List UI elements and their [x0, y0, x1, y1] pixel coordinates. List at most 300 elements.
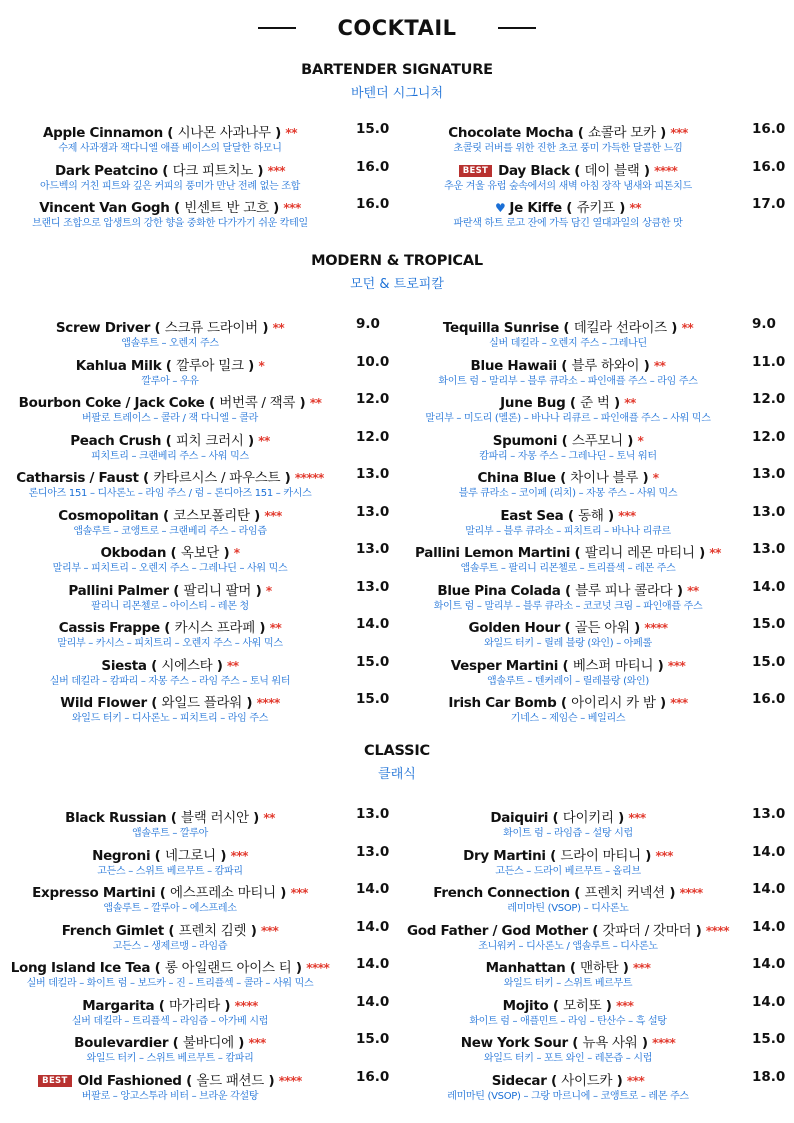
- menu-item: [398, 1031, 794, 1069]
- menu-item-name-ko: 드라이 마티니: [560, 847, 641, 864]
- right-column: [398, 316, 794, 729]
- strength-stars: ***: [616, 998, 634, 1013]
- menu-item-price: 9.0: [356, 316, 380, 332]
- menu-item-name: Daiquiri: [490, 810, 549, 826]
- menu-item-name-ko: 골든 아워: [574, 620, 630, 636]
- menu-item-description: 레미마틴 (VSOP) – 디사론노: [507, 903, 629, 914]
- menu-item-name-ko: 프렌치 김렛: [178, 922, 247, 939]
- section-title-en: BARTENDER SIGNATURE: [301, 62, 493, 78]
- menu-item-description: 레미마틴 (VSOP) – 그랑 마르니에 – 코앵트로 – 레몬 주스: [447, 1090, 689, 1102]
- menu-item-price: 13.0: [356, 578, 390, 595]
- strength-stars: ***: [628, 811, 646, 825]
- menu-item: [0, 691, 400, 729]
- menu-item-price: 12.0: [752, 391, 786, 407]
- menu-item-description: 버팔로 트레이스 – 콜라 / 잭 다니엘 – 콜라: [82, 413, 258, 424]
- menu-item: [398, 616, 794, 654]
- menu-item-price: 9.0: [752, 316, 776, 332]
- menu-item-description: 추운 겨울 유럽 숲속에서의 새벽 아침 장작 냄새와 피톤치드: [444, 180, 692, 192]
- menu-item-description: 화이트 럼 – 애플민트 – 라임 – 탄산수 – 흑 설탕: [469, 1015, 667, 1027]
- menu-item: [398, 956, 794, 994]
- menu-item: [398, 121, 794, 159]
- menu-item-name-ko: 스푸모니: [571, 432, 623, 449]
- section-title-ko: 모던 & 트로피칼: [350, 277, 444, 292]
- strength-stars: **: [272, 321, 285, 335]
- menu-item-name: Pallini Palmer: [68, 582, 169, 599]
- menu-item-title: Spumoni ( 스푸모니 ) *: [492, 432, 644, 449]
- menu-item-name: Blue Pina Colada: [437, 582, 561, 599]
- strength-stars: ***: [655, 848, 673, 863]
- strength-stars: *: [637, 433, 644, 448]
- menu-item-name-ko: 올드 패션드: [196, 1072, 265, 1089]
- menu-item-name: Vincent Van Gogh: [39, 200, 170, 216]
- menu-item-price: 14.0: [752, 843, 786, 860]
- strength-stars: ***: [230, 848, 248, 863]
- menu-item-name-ko: 네그로니: [164, 847, 216, 864]
- menu-item-title: Okbodan ( 옥보단 ) *: [100, 545, 240, 561]
- menu-item-description: 실버 데킬라 – 오렌지 주스 – 그레나딘: [489, 338, 647, 349]
- menu-item-name: Tequilla Sunrise: [442, 320, 560, 336]
- menu-item-description: 말리부 – 블루 큐라소 – 피치트리 – 바나나 리큐르: [465, 525, 671, 537]
- menu-item-title: God Father / God Mother ( 갓파더 / 갓마더 ) ****: [406, 922, 729, 939]
- menu-item: [0, 504, 400, 542]
- menu-item-name-ko: 프렌치 커넥션: [584, 885, 665, 901]
- menu-item-name-ko: 옥보단: [180, 545, 220, 561]
- page-title: COCKTAIL: [337, 16, 457, 40]
- menu-item-description: 말리부 – 미도리 (멜론) – 바나나 리큐르 – 파인애플 주스 – 사워 믹스: [425, 413, 711, 424]
- menu-item-description: 피치트리 – 크랜베리 주스 – 사워 믹스: [91, 450, 249, 462]
- menu-item-name: Mojito: [502, 997, 549, 1014]
- menu-item-title: BEST Old Fashioned ( 올드 패션드 ) ****: [0, 1069, 340, 1089]
- menu-item-title: Black Russian ( 블랙 러시안 ) **: [65, 810, 275, 826]
- menu-item-name: Margarita: [82, 997, 155, 1014]
- menu-item-description: 깔루아 – 우유: [141, 375, 199, 387]
- menu-item-title: Vesper Martini ( 베스퍼 마티니 ) ***: [450, 657, 686, 674]
- page-header: [0, 16, 794, 40]
- menu-item: [0, 994, 400, 1032]
- menu-item-description: 와일드 터키 – 디사론노 – 피치트리 – 라임 주스: [71, 713, 269, 724]
- menu-item-description: 앱솔루트 – 텐커레이 – 릴레블랑 (와인): [486, 675, 650, 687]
- menu-item: [0, 881, 400, 919]
- menu-item-description: 고든스 – 드라이 베르무트 – 올리브: [495, 865, 641, 877]
- menu-item-title: French Connection ( 프렌치 커넥션 ) ****: [433, 885, 703, 901]
- menu-item-price: 15.0: [752, 616, 786, 632]
- menu-item-title: Cassis Frappe ( 카시스 프라페 ) **: [58, 620, 282, 636]
- menu-item-title: Pallini Palmer ( 팔리니 팔머 ) *: [68, 582, 272, 599]
- left-column: [0, 121, 400, 234]
- menu-item: [398, 844, 794, 882]
- menu-item-description: 버팔로 – 앙고스투라 비터 – 브라운 각설탕: [81, 1090, 259, 1102]
- menu-item-name: Screw Driver: [55, 320, 151, 336]
- menu-item-price: 14.0: [356, 918, 390, 935]
- strength-stars: ***: [290, 886, 308, 900]
- menu-item: [0, 1031, 400, 1069]
- menu-item-name-ko: 쇼콜라 모카: [588, 125, 656, 141]
- strength-stars: **: [687, 583, 699, 598]
- menu-item-name: Apple Cinnamon: [43, 125, 163, 141]
- menu-item-name: Wild Flower: [60, 695, 147, 711]
- menu-item-description: 와일드 터키 – 포트 와인 – 레몬즙 – 시럽: [483, 1053, 653, 1064]
- menu-item-description: 브랜디 조합으로 압생트의 강한 향을 중화한 다가가기 쉬운 칵테일: [32, 218, 308, 229]
- menu-item-title: Pallini Lemon Martini ( 팔리니 레몬 마티니 ) **: [415, 545, 721, 561]
- menu-item-name: June Bug: [500, 395, 566, 411]
- menu-item-price: 12.0: [356, 428, 390, 445]
- menu-item-price: 14.0: [356, 956, 390, 972]
- menu-item: [398, 429, 794, 467]
- menu-item-title: Kahlua Milk ( 깔루아 밀크 ) *: [75, 357, 265, 374]
- menu-item-name: Blue Hawaii: [470, 357, 557, 374]
- menu-item-name: Spumoni: [492, 432, 558, 449]
- menu-item-title: Blue Hawaii ( 블루 하와이 ) **: [470, 357, 666, 374]
- menu-item-description: 앱솔루트 – 깔루아: [132, 828, 208, 839]
- strength-stars: ***: [618, 508, 636, 523]
- menu-item-name-ko: 팔리니 레몬 마티니: [584, 545, 695, 561]
- menu-item-description: 팔리니 리몬첼로 – 아이스티 – 레몬 청: [91, 600, 249, 612]
- menu-item-name-ko: 데킬라 선라이즈: [573, 320, 667, 336]
- menu-item-name: French Connection: [433, 885, 570, 901]
- menu-item: [0, 391, 400, 429]
- menu-item-name-ko: 빈센트 반 고흐: [184, 200, 269, 216]
- menu-item-name-ko: 시에스타: [161, 657, 213, 674]
- left-column: [0, 316, 400, 729]
- strength-stars: *: [265, 583, 272, 598]
- menu-item-name: Kahlua Milk: [75, 357, 162, 374]
- menu-item-name: Catharsis / Faust: [16, 470, 139, 486]
- menu-item-title: Wild Flower ( 와일드 플라워 ) ****: [60, 695, 280, 711]
- strength-stars: **: [681, 321, 694, 335]
- menu-item: [0, 654, 400, 692]
- strength-stars: ****: [306, 961, 330, 975]
- strength-stars: *: [652, 471, 659, 485]
- strength-stars: ***: [248, 1036, 266, 1050]
- menu-item-title: Golden Hour ( 골든 아워 ) ****: [468, 620, 668, 636]
- menu-item-description: 와일드 터키 – 스위트 베르무트 – 캄파리: [86, 1053, 254, 1064]
- menu-item-price: 15.0: [752, 1031, 786, 1047]
- menu-item-title: Chocolate Mocha ( 쇼콜라 모카 ) ***: [448, 125, 688, 141]
- menu-item-price: 14.0: [752, 918, 786, 935]
- heart-icon: ♥: [494, 201, 506, 215]
- menu-item-name-ko: 차이나 블루: [570, 470, 639, 486]
- menu-item-title: Apple Cinnamon ( 시나몬 사과나무 ) **: [43, 125, 297, 141]
- section-bartender-signature: [0, 62, 794, 229]
- strength-stars: ****: [278, 1073, 302, 1088]
- menu-item-title: Tequilla Sunrise ( 데킬라 선라이즈 ) **: [442, 320, 694, 336]
- strength-stars: **: [629, 201, 642, 215]
- menu-item-title: New York Sour ( 뉴욕 사워 ) ****: [460, 1035, 676, 1051]
- menu-item-name: God Father / God Mother: [406, 922, 588, 939]
- strength-stars: ****: [705, 923, 729, 938]
- menu-item-name: Golden Hour: [468, 620, 561, 636]
- menu-item-title: Expresso Martini ( 에스프레소 마티니 ) ***: [32, 885, 308, 901]
- menu-item-name-ko: 다이키리: [562, 810, 614, 826]
- menu-item-price: 15.0: [356, 653, 390, 670]
- strength-stars: *: [233, 546, 240, 560]
- menu-item-name-ko: 팔리니 팔머: [183, 582, 252, 599]
- strength-stars: ****: [644, 621, 668, 635]
- menu-item-name: Vesper Martini: [450, 657, 559, 674]
- menu-item: [398, 579, 794, 617]
- menu-item: [398, 919, 794, 957]
- menu-item-description: 수제 사과잼과 잭다니엘 애플 베이스의 달달한 하모니: [58, 143, 282, 154]
- menu-item-name-ko: 에스프레소 마티니: [169, 885, 276, 901]
- menu-item-name-ko: 블루 하와이: [571, 357, 640, 374]
- strength-stars: ***: [260, 923, 279, 938]
- strength-stars: ***: [267, 163, 285, 178]
- menu-item-price: 16.0: [356, 196, 390, 212]
- menu-item-name: Pallini Lemon Martini: [415, 545, 571, 561]
- menu-item-name-ko: 사이드카: [561, 1072, 613, 1089]
- menu-item-price: 16.0: [356, 158, 390, 175]
- menu-item-description: 블루 큐라소 – 코이페 (리치) – 자몽 주스 – 사워 믹스: [458, 488, 678, 499]
- menu-item-name-ko: 준 벅: [580, 395, 610, 411]
- menu-item-name-ko: 다크 피트치노: [172, 162, 253, 179]
- menu-item-description: 론디아즈 151 – 디사론노 – 라임 주스 / 럼 – 론디아즈 151 – 카시스: [28, 488, 312, 499]
- menu-item-price: 10.0: [356, 353, 390, 370]
- menu-item-description: 캄파리 – 자몽 주스 – 그레나딘 – 토닉 워터: [479, 450, 657, 462]
- menu-item: [398, 541, 794, 579]
- menu-item-title: East Sea ( 동해 ) ***: [500, 507, 636, 524]
- menu-item-description: 초콜릿 러버를 위한 진한 초코 풍미 가득한 달콤한 느낌: [453, 143, 683, 154]
- menu-item: [0, 429, 400, 467]
- menu-item: [398, 466, 794, 504]
- strength-stars: ***: [264, 508, 282, 523]
- menu-item-price: 13.0: [356, 541, 390, 557]
- strength-stars: **: [269, 621, 282, 635]
- menu-item-name-ko: 모히또: [563, 997, 602, 1014]
- section-modern-tropical: [0, 253, 794, 724]
- menu-item-name-ko: 시나몬 사과나무: [177, 125, 271, 141]
- menu-item-price: 13.0: [356, 843, 390, 860]
- menu-item-name: Boulevardier: [74, 1035, 169, 1051]
- strength-stars: *****: [294, 471, 324, 485]
- menu-item-name-ko: 카시스 프라페: [174, 620, 256, 636]
- menu-item-title: Siesta ( 시에스타 ) **: [101, 657, 239, 674]
- menu-item-name-ko: 뉴욕 사워: [582, 1035, 638, 1051]
- menu-item-name: Day Black: [498, 162, 570, 179]
- menu-item-name: Dark Peatcino: [55, 162, 158, 179]
- menu-item-price: 17.0: [752, 196, 786, 212]
- menu-item-name: Long Island Ice Tea: [10, 960, 151, 976]
- strength-stars: ****: [654, 163, 678, 178]
- menu-item-description: 앱솔루트 – 깔루아 – 에스프레소: [103, 903, 237, 914]
- menu-item-title: BEST Day Black ( 데이 블랙 ) ****: [398, 159, 738, 179]
- menu-item-title: Catharsis / Faust ( 카타르시스 / 파우스트 ) *****: [16, 470, 324, 486]
- menu-item-name-ko: 갓파더 / 갓마더: [602, 922, 692, 939]
- menu-item: [0, 196, 400, 234]
- menu-item-price: 12.0: [752, 428, 786, 445]
- strength-stars: ****: [256, 696, 280, 710]
- menu-item-price: 13.0: [752, 806, 786, 822]
- menu-item-title: Blue Pina Colada ( 블루 피나 콜라다 ) **: [437, 582, 699, 599]
- menu-item: [0, 806, 400, 844]
- menu-item-name: Negroni: [92, 847, 151, 864]
- section-title-ko: 클래식: [378, 767, 416, 782]
- menu-item-name-ko: 아이리시 카 밤: [571, 695, 656, 711]
- strength-stars: ****: [652, 1036, 676, 1050]
- strength-stars: **: [653, 358, 666, 373]
- menu-item: [398, 196, 794, 234]
- menu-item: [0, 541, 400, 579]
- section-classic: [0, 743, 794, 1102]
- strength-stars: ****: [234, 998, 258, 1013]
- menu-item-name: Bourbon Coke / Jack Coke: [18, 395, 205, 411]
- menu-item-name: Irish Car Bomb: [448, 695, 557, 711]
- menu-item-name: Okbodan: [100, 545, 167, 561]
- menu-item-name-ko: 맨하탄: [580, 960, 619, 976]
- menu-item-title: Boulevardier ( 불바디에 ) ***: [74, 1035, 266, 1051]
- menu-item: [398, 806, 794, 844]
- menu-item-name-ko: 베스퍼 마티니: [572, 657, 654, 674]
- menu-item-name: Siesta: [101, 657, 147, 674]
- menu-item: [398, 504, 794, 542]
- menu-item-price: 14.0: [356, 881, 390, 897]
- menu-item-price: 13.0: [752, 541, 786, 557]
- menu-item-description: 앱솔루트 – 팔리니 리몬첼로 – 트리플섹 – 레몬 주스: [460, 563, 676, 574]
- menu-item: [398, 391, 794, 429]
- menu-item-price: 16.0: [752, 158, 786, 175]
- menu-item-name-ko: 카타르시스 / 파우스트: [153, 470, 281, 486]
- title-rule-left: [258, 27, 296, 29]
- strength-stars: ****: [679, 886, 703, 900]
- menu-item-name: Black Russian: [65, 810, 167, 826]
- menu-item-name: East Sea: [500, 507, 564, 524]
- strength-stars: ***: [283, 201, 301, 215]
- menu-item-name-ko: 불바디에: [182, 1035, 234, 1051]
- menu-item-description: 화이트 럼 – 라임즙 – 설탕 시럽: [503, 828, 633, 839]
- menu-item-name: Manhattan: [485, 960, 566, 976]
- menu-item-title: Negroni ( 네그로니 ) ***: [92, 847, 248, 864]
- section-title-en: CLASSIC: [364, 743, 430, 759]
- menu-item-title: Sidecar ( 사이드카 ) ***: [491, 1072, 645, 1089]
- menu-item-name: Expresso Martini: [32, 885, 156, 901]
- strength-stars: **: [309, 396, 322, 410]
- strength-stars: **: [263, 811, 275, 825]
- menu-item-title: French Gimlet ( 프렌치 김렛 ) ***: [61, 922, 279, 939]
- menu-item-name-ko: 블랙 러시안: [180, 810, 249, 826]
- menu-item-description: 고든스 – 생제르맹 – 라임즙: [112, 940, 228, 952]
- menu-item-price: 13.0: [356, 503, 390, 520]
- menu-item-name: Cassis Frappe: [58, 620, 160, 636]
- menu-item-description: 와일드 터키 – 릴레 블랑 (와인) – 아페롤: [484, 638, 652, 649]
- menu-item-description: 고든스 – 스위트 베르무트 – 캄파리: [97, 865, 243, 877]
- menu-item-title: Long Island Ice Tea ( 롱 아일랜드 아이스 티 ) ****: [10, 960, 330, 976]
- menu-item-title: Bourbon Coke / Jack Coke ( 버번콕 / 잭콕 ) **: [18, 395, 322, 411]
- menu-item-price: 15.0: [356, 691, 390, 707]
- menu-item-name-ko: 마가리타: [169, 997, 220, 1014]
- menu-item-title: Peach Crush ( 피치 크러시 ) **: [70, 432, 270, 449]
- menu-item-title: Mojito ( 모히또 ) ***: [502, 997, 634, 1014]
- menu-item-title: Margarita ( 마가리타 ) ****: [82, 997, 258, 1014]
- strength-stars: ***: [633, 961, 651, 975]
- section-title-ko: 바텐더 시그니처: [350, 86, 444, 101]
- menu-item-description: 실버 데킬라 – 화이트 럼 – 보드카 – 진 – 트리플섹 – 콜라 – 사워 믹스: [26, 978, 314, 989]
- menu-item-title: Irish Car Bomb ( 아이리시 카 밤 ) ***: [448, 695, 688, 711]
- strength-stars: ***: [670, 126, 688, 140]
- menu-item-name-ko: 깔루아 밀크: [176, 357, 244, 374]
- menu-item-title: Vincent Van Gogh ( 빈센트 반 고흐 ) ***: [39, 200, 301, 216]
- menu-item-name-ko: 쥬키프: [576, 200, 615, 216]
- menu-item-price: 14.0: [752, 881, 786, 897]
- menu-item: [398, 1069, 794, 1107]
- menu-item-description: 앱솔루트 – 오렌지 주스: [121, 338, 219, 349]
- menu-item-price: 16.0: [752, 691, 786, 707]
- menu-item-title: Cosmopolitan ( 코스모폴리탄 ) ***: [58, 507, 282, 524]
- menu-item-name-ko: 코스모폴리탄: [173, 507, 250, 524]
- menu-item-description: 말리부 – 피치트리 – 오렌지 주스 – 그레나딘 – 사워 믹스: [52, 563, 288, 574]
- menu-item-name: Chocolate Mocha: [448, 125, 574, 141]
- menu-item-name: Peach Crush: [70, 432, 162, 449]
- strength-stars: ***: [626, 1073, 645, 1088]
- menu-item-name-ko: 블루 피나 콜라다: [575, 582, 673, 599]
- menu-item: [0, 1069, 400, 1107]
- strength-stars: **: [258, 433, 270, 448]
- menu-item: [0, 121, 400, 159]
- menu-item-price: 16.0: [356, 1068, 390, 1085]
- menu-item-price: 16.0: [752, 121, 786, 137]
- menu-item: [0, 579, 400, 617]
- strength-stars: **: [709, 546, 721, 560]
- menu-item-title: June Bug ( 준 벅 ) **: [500, 395, 636, 411]
- section-title-en: MODERN & TROPICAL: [311, 253, 483, 269]
- menu-item-name: Dry Martini: [463, 847, 546, 864]
- menu-item-name: Old Fashioned: [77, 1072, 182, 1089]
- menu-item: [398, 654, 794, 692]
- menu-item-description: 실버 데킬라 – 트리플섹 – 라임즙 – 아가베 시럽: [71, 1015, 269, 1027]
- menu-item-price: 15.0: [356, 1031, 390, 1047]
- menu-item: [0, 466, 400, 504]
- menu-item-name-ko: 피치 크러시: [175, 432, 244, 449]
- menu-item-name-ko: 버번콕 / 잭콕: [219, 395, 296, 411]
- menu-item-price: 15.0: [752, 653, 786, 670]
- menu-item: [398, 691, 794, 729]
- menu-item-price: 14.0: [356, 616, 390, 632]
- menu-item-title: Dry Martini ( 드라이 마티니 ) ***: [463, 847, 673, 864]
- menu-item-name-ko: 데이 블랙: [584, 162, 640, 179]
- menu-item-description: 말리부 – 카시스 – 피치트리 – 오렌지 주스 – 사워 믹스: [57, 638, 283, 649]
- menu-item-price: 11.0: [752, 353, 786, 370]
- menu-item-title: Dark Peatcino ( 다크 피트치노 ) ***: [55, 162, 285, 179]
- menu-item-price: 14.0: [356, 993, 390, 1010]
- menu-item-price: 14.0: [752, 578, 786, 595]
- right-column: [398, 806, 794, 1106]
- menu-item: [0, 919, 400, 957]
- strength-stars: ***: [667, 658, 686, 673]
- menu-item-title: Manhattan ( 맨하탄 ) ***: [485, 960, 651, 976]
- menu-item: [398, 881, 794, 919]
- menu-item-description: 와일드 터키 – 스위트 베르무트: [503, 978, 633, 989]
- menu-item-price: 13.0: [752, 466, 786, 482]
- menu-item-description: 앱솔루트 – 코앵트로 – 크랜베리 주스 – 라임즙: [73, 525, 267, 537]
- menu-item-name-ko: 롱 아일랜드 아이스 티: [164, 960, 292, 976]
- menu-item-price: 14.0: [752, 993, 786, 1010]
- menu-item-name-ko: 스크류 드라이버: [164, 320, 258, 336]
- menu-item-description: 화이트 럼 – 말리부 – 블루 큐라소 – 파인애플 주스 – 라임 주스: [438, 375, 698, 387]
- menu-item: [0, 159, 400, 197]
- strength-stars: ***: [670, 696, 688, 710]
- right-column: [398, 121, 794, 234]
- left-column: [0, 806, 400, 1106]
- menu-item-name: Cosmopolitan: [58, 507, 159, 524]
- menu-item-price: 13.0: [752, 503, 786, 520]
- menu-item-title: Daiquiri ( 다이키리 ) ***: [490, 810, 646, 826]
- menu-item-title: Screw Driver ( 스크류 드라이버 ) **: [55, 320, 285, 336]
- menu-item-description: 파란색 하트 로고 잔에 가득 담긴 열대과일의 상큼한 맛: [453, 218, 683, 229]
- menu-item-name-ko: 동해: [578, 507, 604, 524]
- menu-item-description: 실버 데킬라 – 캄파리 – 자몽 주스 – 라임 주스 – 토닉 워터: [49, 675, 291, 687]
- menu-item-title: ♥ Je Kiffe ( 쥬키프 ) **: [494, 200, 642, 216]
- strength-stars: **: [227, 658, 239, 673]
- menu-item-description: 아드벡의 거친 피트와 깊은 커피의 풍미가 만난 전례 없는 조합: [40, 180, 300, 192]
- strength-stars: *: [258, 358, 265, 373]
